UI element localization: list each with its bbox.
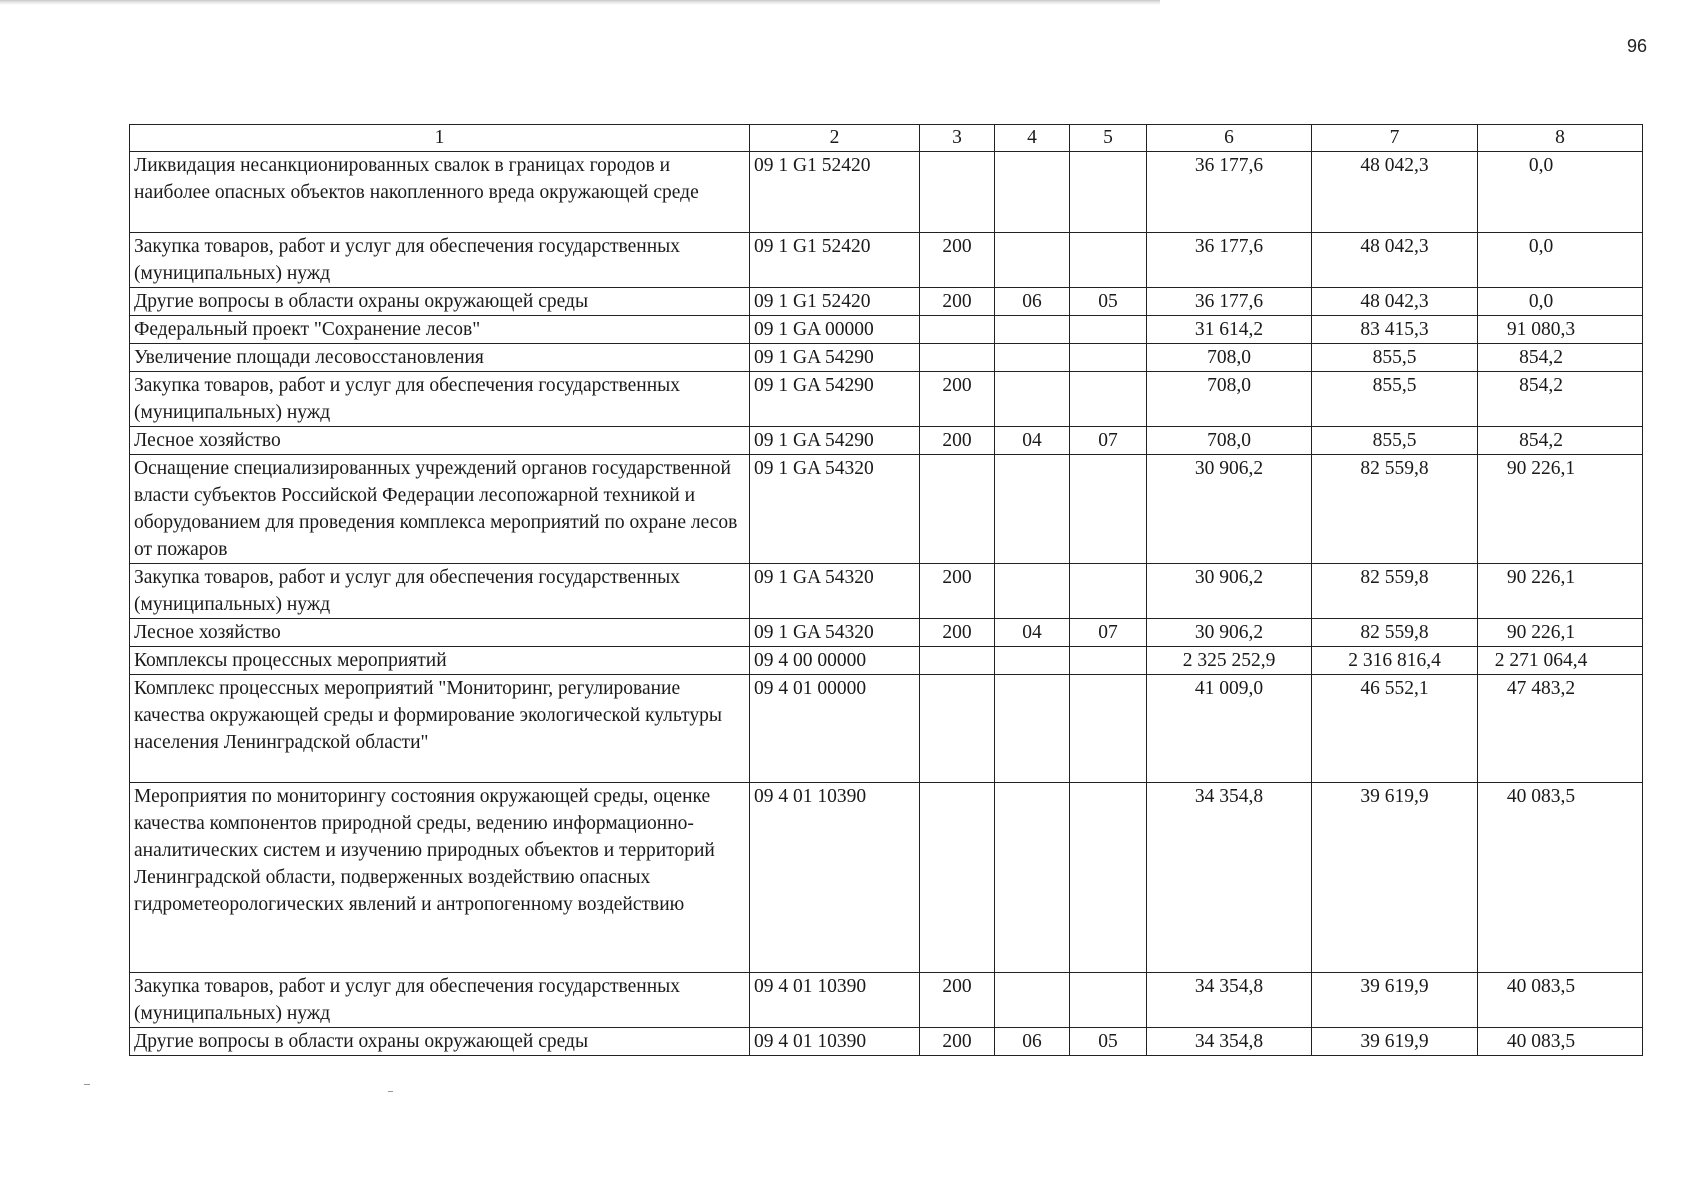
row-value-8: 91 080,3 [1478,316,1643,344]
row-value-6: 2 325 252,9 [1147,647,1312,675]
row-expense-type: 200 [920,619,995,647]
row-value-7: 48 042,3 [1312,152,1478,233]
row-name: Закупка товаров, работ и услуг для обеспечения государственных (муниципальных) нужд [130,233,750,288]
row-value-8: 47 483,2 [1478,675,1643,783]
row-value-8: 40 083,5 [1478,783,1643,973]
row-subsection [1070,152,1147,233]
row-expense-type [920,647,995,675]
row-expense-type: 200 [920,1028,995,1056]
row-name: Лесное хозяйство [130,619,750,647]
row-value-6: 34 354,8 [1147,783,1312,973]
row-subsection [1070,372,1147,427]
row-expense-type [920,152,995,233]
row-value-8: 854,2 [1478,344,1643,372]
row-value-7: 855,5 [1312,427,1478,455]
table-row [130,1028,1643,1056]
row-value-7: 2 316 816,4 [1312,647,1478,675]
row-name: Федеральный проект "Сохранение лесов" [130,316,750,344]
row-code: 09 1 GA 54290 [750,427,920,455]
row-subsection [1070,647,1147,675]
row-subsection [1070,344,1147,372]
row-section: 04 [995,427,1070,455]
row-subsection [1070,233,1147,288]
row-name: Оснащение специализированных учреждений органов государственной власти субъектов Российской Федерации лесопожарной техникой и оборудованием для проведения комплекса мероприятий по охране лесов от пожаров [130,455,750,564]
row-subsection [1070,973,1147,1028]
scan-mark [84,1084,90,1085]
row-value-7: 82 559,8 [1312,455,1478,564]
row-subsection: 05 [1070,1028,1147,1056]
row-name: Другие вопросы в области охраны окружающей среды [130,1028,750,1056]
row-expense-type: 200 [920,288,995,316]
row-value-6: 34 354,8 [1147,1028,1312,1056]
row-value-7: 82 559,8 [1312,564,1478,619]
row-code: 09 4 01 10390 [750,783,920,973]
table-row [130,427,1643,455]
row-code: 09 1 GA 54290 [750,372,920,427]
row-code: 09 4 01 10390 [750,973,920,1028]
row-value-8: 90 226,1 [1478,619,1643,647]
row-value-6: 708,0 [1147,427,1312,455]
row-value-8: 0,0 [1478,233,1643,288]
scan-mark [388,1091,393,1092]
row-section [995,233,1070,288]
row-value-8: 854,2 [1478,372,1643,427]
row-expense-type: 200 [920,427,995,455]
table-row [130,316,1643,344]
row-value-7: 39 619,9 [1312,783,1478,973]
row-value-6: 41 009,0 [1147,675,1312,783]
table-row [130,783,1643,973]
row-value-8: 854,2 [1478,427,1643,455]
table-row [130,647,1643,675]
row-value-6: 31 614,2 [1147,316,1312,344]
row-expense-type: 200 [920,564,995,619]
row-name: Мероприятия по мониторингу состояния окружающей среды, оценке качества компонентов природной среды, ведению информационно-аналитических систем и изучению природных объектов и территорий Ленинградской области, подверженных воздействию опасных гидрометеорологических явлений и антропогенному воздействию [130,783,750,973]
row-subsection: 07 [1070,619,1147,647]
row-section [995,675,1070,783]
row-value-7: 48 042,3 [1312,233,1478,288]
row-value-8: 0,0 [1478,152,1643,233]
header-cell: 4 [995,125,1070,152]
row-value-7: 39 619,9 [1312,1028,1478,1056]
row-name: Закупка товаров, работ и услуг для обеспечения государственных (муниципальных) нужд [130,564,750,619]
row-code: 09 1 G1 52420 [750,233,920,288]
row-name: Закупка товаров, работ и услуг для обеспечения государственных (муниципальных) нужд [130,973,750,1028]
table-row [130,973,1643,1028]
row-subsection: 07 [1070,427,1147,455]
row-section [995,973,1070,1028]
row-value-7: 855,5 [1312,344,1478,372]
row-name: Закупка товаров, работ и услуг для обеспечения государственных (муниципальных) нужд [130,372,750,427]
row-subsection [1070,675,1147,783]
row-value-6: 30 906,2 [1147,455,1312,564]
table-row [130,344,1643,372]
table-body [130,152,1643,1056]
budget-table [129,124,1643,1056]
row-section [995,564,1070,619]
row-value-6: 708,0 [1147,372,1312,427]
row-section: 06 [995,288,1070,316]
row-code: 09 1 G1 52420 [750,288,920,316]
row-code: 09 1 GA 54320 [750,619,920,647]
row-code: 09 1 GA 00000 [750,316,920,344]
table-row [130,619,1643,647]
row-section [995,344,1070,372]
row-expense-type [920,455,995,564]
scan-edge [0,0,1160,5]
table-row [130,288,1643,316]
header-cell: 7 [1312,125,1478,152]
row-value-6: 36 177,6 [1147,152,1312,233]
row-subsection: 05 [1070,288,1147,316]
row-subsection [1070,564,1147,619]
row-value-8: 0,0 [1478,288,1643,316]
row-section [995,316,1070,344]
table-row [130,455,1643,564]
row-subsection [1070,783,1147,973]
row-name: Комплекс процессных мероприятий "Мониторинг, регулирование качества окружающей среды и формирование экологической культуры населения Ленинградской области" [130,675,750,783]
row-section [995,783,1070,973]
row-code: 09 4 00 00000 [750,647,920,675]
row-section [995,455,1070,564]
page-number: 96 [1626,36,1647,56]
row-code: 09 1 G1 52420 [750,152,920,233]
table-row [130,372,1643,427]
row-section [995,152,1070,233]
row-section: 04 [995,619,1070,647]
row-value-6: 30 906,2 [1147,619,1312,647]
table-row [130,564,1643,619]
row-value-6: 36 177,6 [1147,288,1312,316]
row-code: 09 1 GA 54320 [750,455,920,564]
row-value-8: 2 271 064,4 [1478,647,1643,675]
row-value-8: 90 226,1 [1478,455,1643,564]
header-cell: 2 [750,125,920,152]
table-row [130,675,1643,783]
row-subsection [1070,455,1147,564]
row-value-7: 39 619,9 [1312,973,1478,1028]
row-expense-type: 200 [920,973,995,1028]
row-name: Другие вопросы в области охраны окружающей среды [130,288,750,316]
header-cell: 8 [1478,125,1643,152]
row-value-8: 40 083,5 [1478,1028,1643,1056]
row-expense-type [920,316,995,344]
row-value-7: 48 042,3 [1312,288,1478,316]
row-name: Увеличение площади лесовосстановления [130,344,750,372]
row-expense-type: 200 [920,372,995,427]
row-value-7: 855,5 [1312,372,1478,427]
row-name: Ликвидация несанкционированных свалок в границах городов и наиболее опасных объектов накопленного вреда окружающей среде [130,152,750,233]
row-expense-type [920,783,995,973]
row-value-8: 40 083,5 [1478,973,1643,1028]
row-section [995,372,1070,427]
row-code: 09 1 GA 54320 [750,564,920,619]
table-row [130,152,1643,233]
row-code: 09 4 01 10390 [750,1028,920,1056]
row-value-8: 90 226,1 [1478,564,1643,619]
row-expense-type [920,344,995,372]
header-cell: 1 [130,125,750,152]
row-expense-type [920,675,995,783]
row-value-6: 708,0 [1147,344,1312,372]
row-value-7: 83 415,3 [1312,316,1478,344]
header-cell: 5 [1070,125,1147,152]
row-expense-type: 200 [920,233,995,288]
row-code: 09 1 GA 54290 [750,344,920,372]
row-name: Комплексы процессных мероприятий [130,647,750,675]
header-cell: 6 [1147,125,1312,152]
row-value-7: 82 559,8 [1312,619,1478,647]
header-row [130,125,1643,152]
row-code: 09 4 01 00000 [750,675,920,783]
row-value-7: 46 552,1 [1312,675,1478,783]
row-name: Лесное хозяйство [130,427,750,455]
row-value-6: 34 354,8 [1147,973,1312,1028]
row-subsection [1070,316,1147,344]
row-section: 06 [995,1028,1070,1056]
table-row [130,233,1643,288]
row-value-6: 36 177,6 [1147,233,1312,288]
row-section [995,647,1070,675]
row-value-6: 30 906,2 [1147,564,1312,619]
header-cell: 3 [920,125,995,152]
